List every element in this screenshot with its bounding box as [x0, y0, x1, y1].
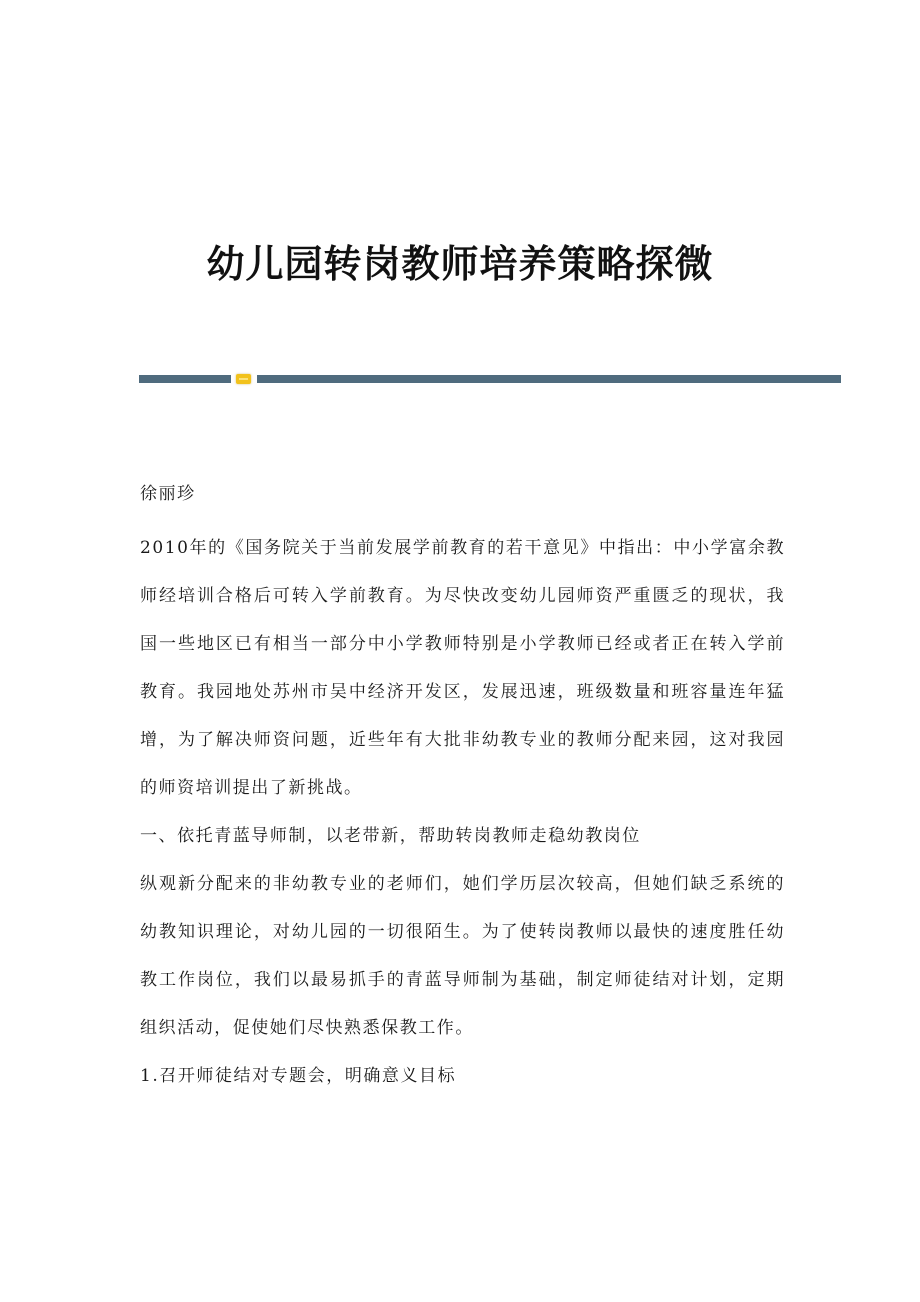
gold-bar-ornament-icon	[236, 374, 251, 384]
document-body	[140, 470, 785, 1100]
page-title: 幼儿园转岗教师培养策略探微	[206, 241, 714, 287]
divider-bar-left	[139, 375, 231, 383]
section-heading-1: 一、依托青蓝导师制，以老带新，帮助转岗教师走稳幼教岗位	[140, 826, 641, 846]
section-paragraph-1: 纵观新分配来的非幼教专业的老师们，她们学历层次较高，但她们缺乏系统的幼教知识理论，对幼儿园的一切很陌生。为了使转岗教师以最快的速度胜任幼教工作岗位，我们以最易抓手的青蓝导师制为基础，制定师徒结对计划，定期组织活动，促使她们尽快熟悉保教工作。	[140, 874, 785, 1038]
intro-paragraph: 2010年的《国务院关于当前发展学前教育的若干意见》中指出：中小学富余教师经培训合格后可转入学前教育。为尽快改变幼儿园师资严重匮乏的现状，我国一些地区已有相当一部分中小学教师特别是小学教师已经或者正在转入学前教育。我园地处苏州市吴中经济开发区，发展迅速，班级数量和班容量连年猛增，为了解决师资问题，近些年有大批非幼教专业的教师分配来园，这对我园的师资培训提出了新挑战。	[140, 538, 785, 798]
title-divider	[139, 375, 841, 385]
subsection-heading-1-1: 1.召开师徒结对专题会，明确意义目标	[140, 1066, 457, 1086]
author-name: 徐丽珍	[140, 484, 196, 504]
divider-bar-right	[257, 375, 841, 383]
